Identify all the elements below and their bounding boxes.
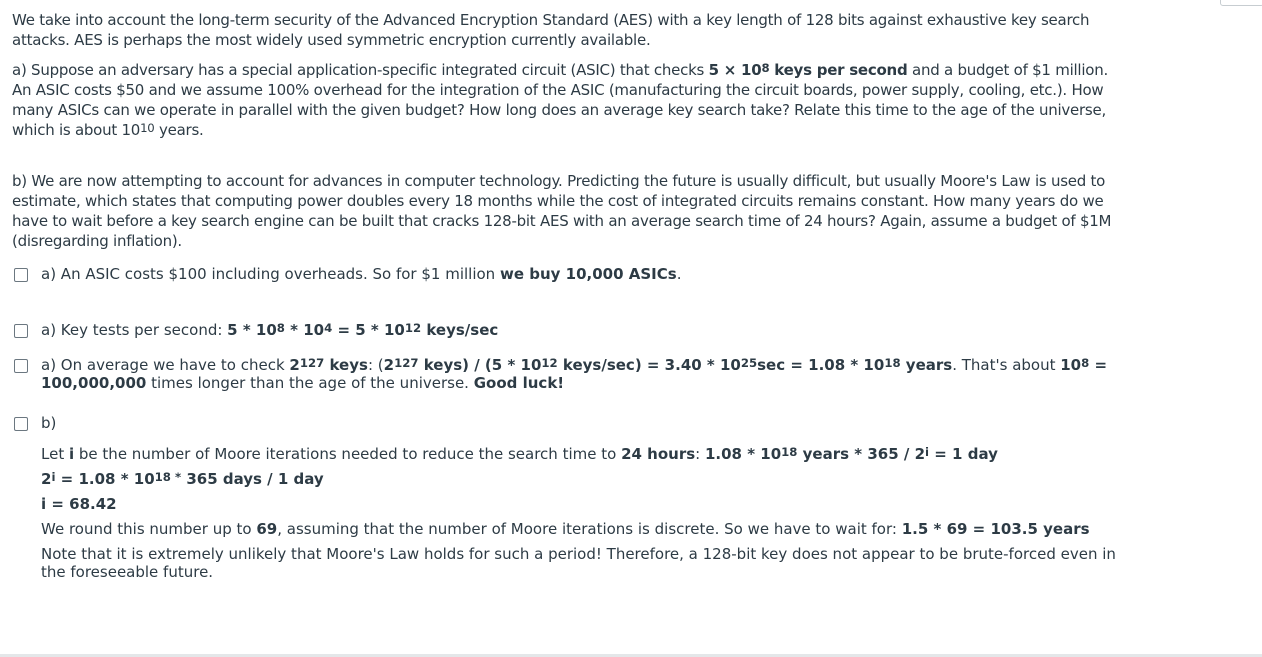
text-span: a) Suppose an adversary has a special application-specific integrated circuit (ASIC) that checks: [12, 61, 709, 79]
answer-option-1[interactable]: [14, 265, 1124, 283]
option-1-text: a) An ASIC costs $100 including overheads. So for $1 million we buy 10,000 ASICs.: [41, 265, 682, 283]
option-4-checkbox[interactable]: [14, 417, 28, 431]
text-span: years.: [154, 121, 204, 139]
option-2-checkbox[interactable]: [14, 324, 28, 338]
rate-value: $5 \times 10^8$ keys per second: [708, 61, 908, 79]
solution-line-3: i = 68.42: [41, 495, 117, 513]
age-exponent: 10: [140, 121, 155, 136]
answer-option-4[interactable]: [14, 414, 1124, 581]
option-4-label: b): [41, 414, 57, 432]
option-1-checkbox[interactable]: [14, 268, 28, 282]
question-part-b: b) We are now attempting to account for advances in computer technology. Predicting the future is usually difficult, but usually Moore's Law is used to estimate, which states that computing power doubles every 18 months while the cost of integrated circuits remains constant. How many years do we have to wait before a key search engine can be built that cracks 128-bit AES with an average search time of 24 hours? Again, assume a budget of $1M (disregarding inflation).: [12, 172, 1112, 250]
solution-line-4: We round this number up to 69, assuming that the number of Moore iterations is discrete. So we have to wait for: 1.5 * 69 = 103.5 years: [41, 520, 1090, 538]
top-right-frame: [1220, 0, 1262, 6]
text-span: and a budget of $1 million. An ASIC costs $50 and we assume 100% overhead for the integration of the ASIC (manufacturing the circuit boards, power supply, cooling, etc.). How many ASICs can we operate in parallel with the given budget? How long does an average key search take? Relate this time to the age of the universe, which is about 10: [12, 61, 1108, 139]
answer-option-2[interactable]: [14, 321, 1124, 339]
answer-option-3[interactable]: [14, 356, 1124, 392]
solution-line-2: $2^i = 1.08 * 10^{18 *}$ 365 days / 1 day: [41, 470, 324, 488]
option-3-checkbox[interactable]: [14, 359, 28, 373]
option-4-text: [41, 414, 1124, 581]
question-part-a: [12, 60, 1128, 140]
question-text: [12, 10, 1128, 261]
solution-line-1: Let i be the number of Moore iterations needed to reduce the search time to 24 hours: $1.08 * 10^{18}$ years * $365 / 2^i = 1$ day: [41, 445, 998, 463]
solution-line-5: Note that it is extremely unlikely that Moore's Law holds for such a period! Therefore, a 128-bit key does not appear to be brute-forced even in the foreseeable future.: [41, 545, 1116, 581]
option-2-text: a) Key tests per second: $5 * 10^8 * 10^4 = 5 * 10^{12}$ keys/sec: [41, 321, 499, 339]
option-3-text: a) On average we have to check $2^{127}$ keys: ($2^{127}$ keys) / ($5 * 10^{12}$ keys/sec) = $3.40 * 10^{25}\sec = 1.08 * 10^{18}$ years. That's about $10^8 = 100,000,000$ times longer than the age of the universe. Good luck!: [41, 356, 1108, 392]
question-intro: We take into account the long-term security of the Advanced Encryption Standard (AES) with a key length of 128 bits against exhaustive key search attacks. AES is perhaps the most widely used symmetric encryption currently available.: [12, 11, 1090, 49]
